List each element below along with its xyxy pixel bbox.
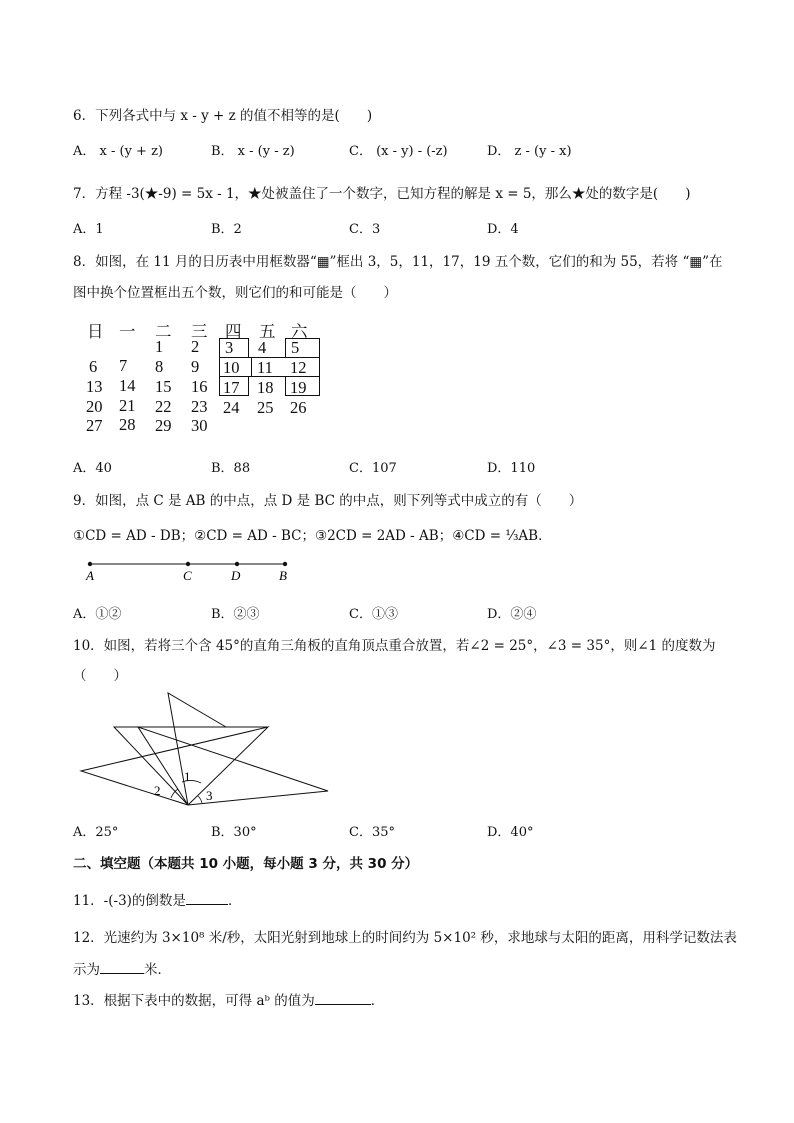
calendar-day: 19 <box>290 378 307 397</box>
point-d-dot <box>235 562 239 566</box>
q13-end: ． <box>370 993 385 1009</box>
calendar-day: 22 <box>155 397 172 416</box>
q10-option-a[interactable]: A．25° <box>73 825 119 840</box>
section-2-heading: 二、填空题（本题共 10 小题，每小题 3 分，共 30 分） <box>73 856 419 872</box>
calendar-day: 1 <box>155 337 164 356</box>
q13-answer-blank[interactable] <box>315 992 371 1005</box>
q10-stem-line1: 10．如图，若将三个含 45°的直角三角板的直角顶点重合放置，若∠2 = 25°，∠3 = 35°，则∠1 的度数为 <box>73 638 716 654</box>
point-a-label: A <box>86 568 94 583</box>
calendar-day: 18 <box>257 378 274 397</box>
q6-option-b[interactable]: B． x - (y - z) <box>211 144 295 159</box>
q9-stem: 9．如图，点 C 是 AB 的中点，点 D 是 BC 的中点，则下列等式中成立的有（ ） <box>73 493 583 509</box>
q9-option-d[interactable]: D．②④ <box>487 607 537 622</box>
calendar-day: 15 <box>155 377 172 396</box>
calendar-header-6: 六 <box>291 322 308 341</box>
q8-option-a[interactable]: A．40 <box>73 461 112 476</box>
angle-2-label: 2 <box>154 783 161 798</box>
calendar-day: 24 <box>223 398 240 417</box>
calendar-day: 7 <box>119 356 128 375</box>
calendar-day: 17 <box>223 378 240 397</box>
q12-line1: 12．光速约为 3×10⁸ 米/秒，太阳光射到地球上的时间约为 5×10² 秒，求地球与太阳的距离，用科学记数法表 <box>73 930 737 946</box>
q10-option-d[interactable]: D．40° <box>487 825 534 840</box>
q11-stem: 11．-(-3)的倒数是 <box>73 893 186 909</box>
q10-triangles-figure <box>78 690 338 815</box>
q8-stem-line1: 8．如图，在 11 月的日历表中用框数器“▦”框出 3，5，11，17，19 五个数，它们的和为 55，若将 “▦”在 <box>73 254 723 270</box>
triangle-middle-edge <box>114 727 268 805</box>
q7-option-a[interactable]: A．1 <box>73 222 104 237</box>
point-a-dot <box>88 562 92 566</box>
calendar-header-3: 三 <box>191 322 208 341</box>
calendar-day: 3 <box>225 338 234 357</box>
calendar-day: 13 <box>86 377 103 396</box>
q7-option-d[interactable]: D．4 <box>487 222 519 237</box>
calendar-day: 26 <box>290 398 307 417</box>
calendar-day: 23 <box>191 397 208 416</box>
calendar-frame-divider <box>251 357 252 377</box>
calendar-day: 11 <box>257 358 273 377</box>
q9-option-c[interactable]: C．①③ <box>349 607 398 622</box>
q11-answer-blank[interactable] <box>186 892 228 905</box>
point-b-dot <box>283 562 287 566</box>
calendar-day: 28 <box>119 415 136 434</box>
q12-end: 米． <box>144 962 171 978</box>
q12-line2 <box>73 958 171 978</box>
q6-option-a[interactable]: A． x - (y + z) <box>73 144 164 159</box>
calendar-header-0: 日 <box>87 322 104 341</box>
calendar-day: 29 <box>155 416 172 435</box>
calendar-day: 5 <box>291 338 300 357</box>
q9-segment-figure <box>80 555 300 583</box>
calendar-header-5: 五 <box>259 322 276 341</box>
q9-option-a[interactable]: A．①② <box>73 607 122 622</box>
q10-stem-line2: （ ） <box>73 668 127 684</box>
calendar-day: 14 <box>119 376 136 395</box>
q13-stem: 13．根据下表中的数据，可得 aᵇ 的值为 <box>73 993 315 1009</box>
q10-option-c[interactable]: C．35° <box>349 825 395 840</box>
point-c-label: C <box>183 568 192 583</box>
q8-option-c[interactable]: C．107 <box>349 461 397 476</box>
angle-3-arc <box>198 796 202 803</box>
triangle-left <box>81 727 268 805</box>
q8-option-d[interactable]: D．110 <box>487 461 536 476</box>
q9-option-b[interactable]: B．②③ <box>211 607 260 622</box>
calendar-day: 16 <box>191 377 208 396</box>
calendar-day: 2 <box>191 337 200 356</box>
q11 <box>73 889 241 909</box>
calendar-frame-box <box>285 338 320 358</box>
angle-3-label: 3 <box>206 788 213 803</box>
calendar-frame-box <box>219 338 249 358</box>
calendar-day: 30 <box>191 416 208 435</box>
calendar-day: 4 <box>258 338 267 357</box>
calendar-day: 21 <box>119 396 136 415</box>
q10-option-b[interactable]: B．30° <box>211 825 257 840</box>
q6-option-c[interactable]: C． (x - y) - (-z) <box>349 144 448 159</box>
triangle-right <box>138 727 328 805</box>
angle-1-label: 1 <box>184 769 191 784</box>
q6-stem: 6．下列各式中与 x - y + z 的值不相等的是( ) <box>73 108 373 124</box>
calendar-header-4: 四 <box>225 322 242 341</box>
calendar-day: 20 <box>86 397 103 416</box>
q7-option-c[interactable]: C．3 <box>349 222 381 237</box>
calendar-day: 9 <box>191 357 200 376</box>
point-c-dot <box>186 562 190 566</box>
calendar-header-2: 二 <box>155 322 172 341</box>
q11-end: ． <box>227 893 242 909</box>
q7-option-b[interactable]: B．2 <box>211 222 242 237</box>
q6-option-d[interactable]: D． z - (y - x) <box>487 144 572 159</box>
q8-stem-line2: 图中换个位置框出五个数，则它们的和可能是（ ） <box>73 285 397 301</box>
calendar-frame-box <box>285 376 320 396</box>
calendar-header-1: 一 <box>119 322 136 341</box>
calendar-day: 10 <box>223 358 240 377</box>
calendar-day: 8 <box>155 357 164 376</box>
q9-statements: ①CD = AD - DB；②CD = AD - BC；③2CD = 2AD - AB；④CD = ⅓AB． <box>73 528 552 544</box>
q7-stem: 7．方程 -3(★-9) = 5x - 1，★处被盖住了一个数字，已知方程的解是 x = 5，那么★处的数字是( ) <box>73 186 691 202</box>
point-d-label: D <box>231 568 241 583</box>
calendar-day: 25 <box>257 398 274 417</box>
q13 <box>73 989 384 1009</box>
q12-line2-text: 示为 <box>73 962 100 978</box>
calendar-day: 12 <box>290 358 307 377</box>
point-b-label: B <box>279 568 287 583</box>
calendar-day: 6 <box>89 357 98 376</box>
q8-option-b[interactable]: B．88 <box>211 461 251 476</box>
calendar-frame-box <box>219 376 249 396</box>
q12-answer-blank[interactable] <box>100 961 144 974</box>
calendar-frame-box <box>219 357 320 377</box>
calendar-day: 27 <box>86 416 103 435</box>
